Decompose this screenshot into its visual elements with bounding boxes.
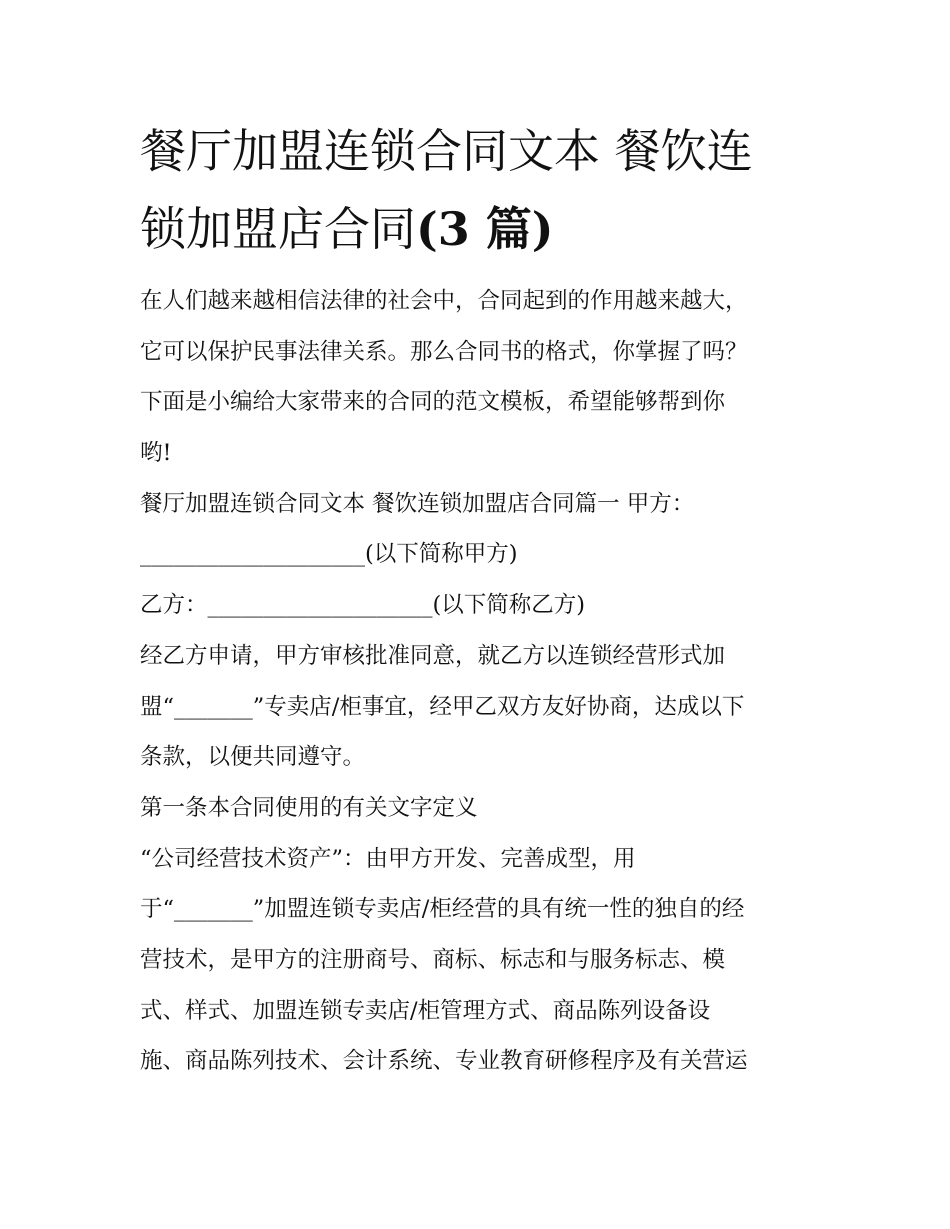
document-title — [140, 112, 830, 268]
body-line: 乙方：____________________(以下简称乙方) — [140, 592, 586, 619]
body-line: 在人们越来越相信法律的社会中，合同起到的作用越来越大， — [140, 288, 748, 314]
body-line: 经乙方申请，甲方审核批准同意，就乙方以连锁经营形式加 — [140, 642, 726, 669]
body-line: 条款，以便共同遵守。 — [140, 744, 366, 771]
body-line: ____________________(以下简称甲方) — [140, 541, 518, 568]
title-line-2 — [140, 190, 830, 268]
body-line: 营技术，是甲方的注册商号、商标、标志和与服务标志、模 — [140, 946, 726, 973]
body-line: 哟! — [140, 440, 172, 467]
body-line: 盟“_______”专卖店/柜事宜，经甲乙双方友好协商，达成以下 — [140, 693, 745, 720]
body-line: 式、样式、加盟连锁专卖店/柜管理方式、商品陈列设备设 — [140, 997, 711, 1024]
body-line: 下面是小编给大家带来的合同的范文模板，希望能够帮到你 — [140, 389, 726, 416]
document-body — [140, 276, 830, 1087]
title-line-2-text: 锁加盟店合同 — [140, 202, 416, 256]
title-line-1: 餐厅加盟连锁合同文本 餐饮连 — [140, 124, 753, 178]
body-line: 餐厅加盟连锁合同文本 餐饮连锁加盟店合同篇一 甲方： — [140, 490, 695, 517]
body-line: 它可以保护民事法律关系。那么合同书的格式，你掌握了吗？ — [140, 338, 748, 365]
title-count-unit: 篇 — [485, 202, 532, 256]
title-count-close: ) — [531, 202, 554, 256]
body-line: 于“_______”加盟连锁专卖店/柜经营的具有统一性的独自的经 — [140, 896, 745, 923]
body-line: 施、商品陈列技术、会计系统、专业教育研修程序及有关营运 — [140, 1048, 748, 1075]
body-line: 第一条本合同使用的有关文字定义 — [140, 794, 478, 821]
title-count-open: (3 — [416, 202, 486, 256]
body-line: “公司经营技术资产”：由甲方开发、完善成型，用 — [140, 845, 636, 872]
